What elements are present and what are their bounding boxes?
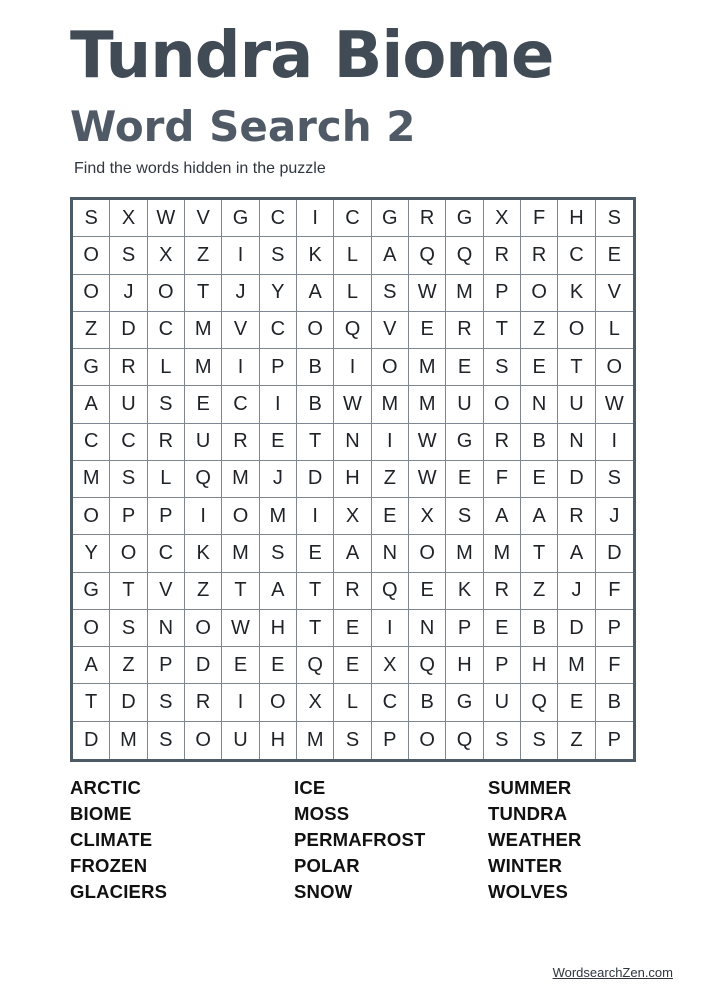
grid-cell[interactable]: M — [185, 349, 222, 386]
grid-cell[interactable]: B — [297, 386, 334, 423]
grid-cell[interactable]: L — [334, 237, 371, 274]
grid-cell[interactable]: A — [372, 237, 409, 274]
instructions-text: Find the words hidden in the puzzle — [74, 160, 326, 177]
grid-cell[interactable]: M — [185, 312, 222, 349]
grid-cell[interactable]: R — [409, 200, 446, 237]
page-subtitle: Word Search 2 — [70, 102, 416, 151]
grid-cell[interactable]: T — [297, 610, 334, 647]
grid-cell[interactable]: O — [596, 349, 633, 386]
grid-cell[interactable]: M — [222, 461, 259, 498]
grid-cell[interactable]: D — [110, 684, 147, 721]
grid-cell[interactable]: W — [409, 424, 446, 461]
grid-cell[interactable]: X — [372, 647, 409, 684]
grid-cell[interactable]: J — [558, 573, 595, 610]
word-item: SUMMER — [488, 777, 572, 798]
grid-cell[interactable]: T — [110, 573, 147, 610]
grid-cell[interactable]: J — [260, 461, 297, 498]
grid-cell[interactable]: F — [596, 647, 633, 684]
grid-cell[interactable]: A — [484, 498, 521, 535]
grid-cell[interactable]: O — [73, 498, 110, 535]
grid-cell[interactable]: X — [297, 684, 334, 721]
grid-cell[interactable]: P — [110, 498, 147, 535]
grid-cell[interactable]: P — [484, 275, 521, 312]
grid-cell[interactable]: S — [148, 386, 185, 423]
grid-cell[interactable]: L — [148, 461, 185, 498]
grid-cell[interactable]: T — [484, 312, 521, 349]
grid-cell[interactable]: G — [446, 684, 483, 721]
word-item: FROZEN — [70, 855, 148, 876]
grid-cell[interactable]: S — [521, 722, 558, 759]
grid-cell[interactable]: Y — [260, 275, 297, 312]
grid-cell[interactable]: A — [73, 647, 110, 684]
grid-cell[interactable]: G — [73, 573, 110, 610]
grid-cell[interactable]: O — [484, 386, 521, 423]
grid-cell[interactable]: M — [558, 647, 595, 684]
grid-cell[interactable]: T — [521, 535, 558, 572]
grid-cell[interactable]: R — [446, 312, 483, 349]
grid-cell[interactable]: G — [73, 349, 110, 386]
grid-cell[interactable]: C — [148, 312, 185, 349]
word-item: TUNDRA — [488, 803, 568, 824]
grid-cell[interactable]: R — [484, 573, 521, 610]
grid-cell[interactable]: Z — [372, 461, 409, 498]
grid-cell[interactable]: Q — [446, 722, 483, 759]
grid-cell[interactable]: T — [73, 684, 110, 721]
grid-cell[interactable]: O — [260, 684, 297, 721]
grid-cell[interactable]: N — [372, 535, 409, 572]
grid-cell[interactable]: M — [446, 535, 483, 572]
grid-cell[interactable]: O — [185, 722, 222, 759]
grid-cell[interactable]: P — [148, 498, 185, 535]
grid-cell[interactable]: O — [73, 610, 110, 647]
grid-cell[interactable]: E — [260, 647, 297, 684]
grid-cell[interactable]: P — [484, 647, 521, 684]
grid-cell[interactable]: W — [409, 275, 446, 312]
grid-cell[interactable]: A — [260, 573, 297, 610]
grid-cell[interactable]: U — [185, 424, 222, 461]
grid-cell[interactable]: E — [521, 461, 558, 498]
grid-cell[interactable]: X — [484, 200, 521, 237]
grid-cell[interactable]: Z — [521, 312, 558, 349]
grid-cell[interactable]: P — [372, 722, 409, 759]
grid-cell[interactable]: O — [148, 275, 185, 312]
grid-cell[interactable]: S — [596, 200, 633, 237]
word-item: POLAR — [294, 855, 360, 876]
grid-cell[interactable]: R — [558, 498, 595, 535]
grid-cell[interactable]: N — [148, 610, 185, 647]
grid-cell[interactable]: D — [73, 722, 110, 759]
grid-cell[interactable]: I — [222, 684, 259, 721]
grid-cell[interactable]: E — [409, 573, 446, 610]
grid-cell[interactable]: O — [409, 535, 446, 572]
grid-cell[interactable]: N — [409, 610, 446, 647]
grid-cell[interactable]: M — [409, 349, 446, 386]
grid-cell[interactable]: Q — [334, 312, 371, 349]
grid-cell[interactable]: V — [148, 573, 185, 610]
grid-cell[interactable]: A — [73, 386, 110, 423]
grid-cell[interactable]: O — [409, 722, 446, 759]
grid-cell[interactable]: Q — [297, 647, 334, 684]
grid-cell[interactable]: K — [297, 237, 334, 274]
grid-cell[interactable]: C — [260, 312, 297, 349]
grid-cell[interactable]: D — [558, 461, 595, 498]
grid-cell[interactable]: E — [297, 535, 334, 572]
grid-cell[interactable]: B — [409, 684, 446, 721]
grid-cell[interactable]: T — [297, 573, 334, 610]
grid-cell[interactable]: K — [446, 573, 483, 610]
grid-cell[interactable]: E — [222, 647, 259, 684]
grid-cell[interactable]: M — [409, 386, 446, 423]
grid-cell[interactable]: T — [297, 424, 334, 461]
grid-cell[interactable]: G — [372, 200, 409, 237]
grid-cell[interactable]: E — [260, 424, 297, 461]
grid-cell[interactable]: M — [297, 722, 334, 759]
grid-cell[interactable]: M — [260, 498, 297, 535]
grid-cell[interactable]: C — [558, 237, 595, 274]
grid-cell[interactable]: T — [222, 573, 259, 610]
grid-cell[interactable]: R — [148, 424, 185, 461]
grid-cell[interactable]: H — [558, 200, 595, 237]
grid-cell[interactable]: W — [222, 610, 259, 647]
word-item: PERMAFROST — [294, 829, 426, 850]
grid-cell[interactable]: I — [297, 498, 334, 535]
grid-cell[interactable]: L — [334, 684, 371, 721]
grid-cell[interactable]: C — [260, 200, 297, 237]
grid-cell[interactable]: Q — [409, 237, 446, 274]
grid-cell[interactable]: C — [73, 424, 110, 461]
grid-cell[interactable]: N — [334, 424, 371, 461]
grid-cell[interactable]: W — [596, 386, 633, 423]
grid-cell[interactable]: H — [446, 647, 483, 684]
grid-cell[interactable]: E — [334, 610, 371, 647]
grid-cell[interactable]: I — [372, 610, 409, 647]
word-list-column-2 — [294, 776, 426, 906]
grid-cell[interactable]: C — [148, 535, 185, 572]
word-item: WEATHER — [488, 829, 582, 850]
grid-cell[interactable]: M — [484, 535, 521, 572]
grid-cell[interactable]: Q — [185, 461, 222, 498]
grid-cell[interactable]: E — [334, 647, 371, 684]
grid-cell[interactable]: P — [148, 647, 185, 684]
grid-cell[interactable]: I — [222, 237, 259, 274]
grid-cell[interactable]: U — [110, 386, 147, 423]
grid-cell[interactable]: U — [558, 386, 595, 423]
grid-cell[interactable]: E — [185, 386, 222, 423]
grid-cell[interactable]: X — [409, 498, 446, 535]
grid-cell[interactable]: J — [596, 498, 633, 535]
grid-cell[interactable]: O — [558, 312, 595, 349]
grid-cell[interactable]: S — [596, 461, 633, 498]
grid-cell[interactable]: Z — [185, 237, 222, 274]
grid-cell[interactable]: J — [222, 275, 259, 312]
grid-cell[interactable]: E — [558, 684, 595, 721]
grid-cell[interactable]: S — [260, 535, 297, 572]
grid-cell[interactable]: H — [260, 722, 297, 759]
grid-cell[interactable]: G — [222, 200, 259, 237]
grid-cell[interactable]: P — [607, 728, 621, 751]
grid-cell[interactable]: S — [372, 275, 409, 312]
grid-cell[interactable]: H — [521, 647, 558, 684]
grid-cell[interactable]: S — [73, 200, 110, 237]
grid-cell[interactable]: O — [521, 275, 558, 312]
grid-cell[interactable]: O — [372, 349, 409, 386]
grid-cell[interactable]: R — [484, 237, 521, 274]
grid-cell[interactable]: M — [372, 386, 409, 423]
grid-cell[interactable]: A — [521, 498, 558, 535]
grid-cell[interactable]: O — [73, 275, 110, 312]
grid-cell[interactable]: W — [409, 461, 446, 498]
grid-cell[interactable]: E — [446, 461, 483, 498]
word-item: GLACIERS — [70, 881, 168, 902]
grid-cell[interactable]: B — [596, 684, 633, 721]
grid-cell[interactable]: S — [110, 610, 147, 647]
grid-cell[interactable]: V — [222, 312, 259, 349]
grid-cell[interactable]: X — [334, 498, 371, 535]
grid-cell[interactable]: N — [558, 424, 595, 461]
grid-cell[interactable]: D — [558, 610, 595, 647]
grid-cell[interactable]: W — [334, 386, 371, 423]
grid-cell[interactable]: G — [446, 424, 483, 461]
word-item: SNOW — [294, 881, 353, 902]
grid-cell[interactable]: I — [185, 498, 222, 535]
grid-cell[interactable]: F — [484, 461, 521, 498]
grid-cell[interactable]: U — [484, 684, 521, 721]
grid-cell[interactable]: G — [446, 200, 483, 237]
grid-cell[interactable]: O — [110, 535, 147, 572]
grid-cell[interactable]: J — [110, 275, 147, 312]
grid-cell[interactable]: Q — [521, 684, 558, 721]
grid-cell[interactable]: B — [521, 610, 558, 647]
grid-cell[interactable]: F — [521, 200, 558, 237]
grid-cell[interactable]: I — [596, 424, 633, 461]
grid-cell[interactable]: E — [372, 498, 409, 535]
grid-cell[interactable]: I — [297, 200, 334, 237]
grid-cell[interactable]: X — [148, 237, 185, 274]
grid-cell[interactable]: X — [110, 200, 147, 237]
grid-cell[interactable]: E — [409, 312, 446, 349]
grid-cell[interactable]: Z — [110, 647, 147, 684]
grid-cell[interactable]: O — [297, 312, 334, 349]
grid-cell[interactable]: L — [148, 349, 185, 386]
grid-cell[interactable]: E — [596, 237, 633, 274]
grid-cell[interactable]: I — [372, 424, 409, 461]
footer-site-link[interactable]: WordsearchZen.com — [552, 965, 673, 980]
word-item: MOSS — [294, 803, 350, 824]
grid-cell[interactable]: D — [297, 461, 334, 498]
grid-cell[interactable]: N — [521, 386, 558, 423]
word-item: BIOME — [70, 803, 132, 824]
word-item: ICE — [294, 777, 326, 798]
grid-cell[interactable]: P — [596, 610, 633, 647]
grid-cell[interactable]: H — [260, 610, 297, 647]
puzzle-grid-frame — [70, 197, 636, 762]
grid-cell[interactable]: C — [372, 684, 409, 721]
grid-cell[interactable]: K — [185, 535, 222, 572]
grid-cell[interactable]: S — [110, 237, 147, 274]
grid-cell[interactable]: V — [372, 312, 409, 349]
puzzle-grid — [73, 200, 633, 759]
word-item: CLIMATE — [70, 829, 153, 850]
grid-cell[interactable]: S — [484, 722, 521, 759]
grid-cell[interactable]: R — [484, 424, 521, 461]
grid-cell[interactable]: O — [73, 237, 110, 274]
grid-cell[interactable]: A — [558, 535, 595, 572]
page-title: Tundra Biome — [70, 19, 554, 93]
word-item: WINTER — [488, 855, 563, 876]
grid-cell[interactable]: C — [110, 424, 147, 461]
grid-cell[interactable]: L — [596, 312, 633, 349]
word-item: WOLVES — [488, 881, 568, 902]
grid-cell[interactable]: V — [185, 200, 222, 237]
grid-cell[interactable]: Q — [446, 237, 483, 274]
grid-cell[interactable]: Z — [185, 573, 222, 610]
grid-cell[interactable]: H — [334, 461, 371, 498]
grid-cell[interactable]: B — [297, 349, 334, 386]
grid-cell[interactable]: W — [148, 200, 185, 237]
grid-cell[interactable]: M — [110, 722, 147, 759]
grid-cell[interactable]: Z — [73, 312, 110, 349]
grid-cell[interactable]: I — [222, 349, 259, 386]
grid-cell[interactable]: E — [446, 349, 483, 386]
grid-cell[interactable]: O — [185, 610, 222, 647]
grid-cell[interactable]: C — [334, 200, 371, 237]
grid-cell[interactable]: S — [446, 498, 483, 535]
grid-cell[interactable]: E — [484, 610, 521, 647]
grid-cell[interactable]: C — [222, 386, 259, 423]
grid-cell[interactable]: P — [260, 349, 297, 386]
grid-cell[interactable]: F — [596, 573, 633, 610]
grid-cell[interactable]: I — [334, 349, 371, 386]
grid-cell[interactable]: R — [334, 573, 371, 610]
grid-cell[interactable]: M — [446, 275, 483, 312]
grid-cell[interactable]: Z — [558, 722, 595, 759]
grid-cell[interactable]: U — [222, 722, 259, 759]
grid-cell[interactable]: S — [148, 722, 185, 759]
grid-cell[interactable]: Q — [409, 647, 446, 684]
grid-cell[interactable]: S — [148, 684, 185, 721]
grid-cell[interactable]: S — [110, 461, 147, 498]
grid-cell[interactable]: R — [110, 349, 147, 386]
word-list-column-3 — [488, 776, 582, 906]
grid-cell[interactable]: Y — [73, 535, 110, 572]
grid-cell[interactable]: M — [222, 535, 259, 572]
grid-cell[interactable]: I — [260, 386, 297, 423]
word-list-column-1 — [70, 776, 167, 906]
grid-cell[interactable]: B — [521, 424, 558, 461]
grid-cell[interactable]: Z — [521, 573, 558, 610]
word-item: ARCTIC — [70, 777, 142, 798]
grid-cell[interactable]: V — [596, 275, 633, 312]
grid-cell[interactable]: E — [521, 349, 558, 386]
grid-cell[interactable]: M — [73, 461, 110, 498]
grid-cell[interactable]: O — [222, 498, 259, 535]
grid-cell[interactable]: R — [222, 424, 259, 461]
grid-cell[interactable]: D — [185, 647, 222, 684]
grid-cell[interactable]: K — [558, 275, 595, 312]
grid-cell[interactable]: S — [260, 237, 297, 274]
word-list — [0, 776, 707, 906]
grid-cell[interactable]: D — [110, 312, 147, 349]
grid-cell[interactable]: R — [521, 237, 558, 274]
grid-cell[interactable]: S — [484, 349, 521, 386]
grid-cell[interactable]: A — [297, 275, 334, 312]
grid-cell[interactable]: L — [334, 275, 371, 312]
grid-cell[interactable]: Q — [372, 573, 409, 610]
grid-cell[interactable]: T — [558, 349, 595, 386]
grid-cell[interactable]: U — [446, 386, 483, 423]
grid-cell[interactable]: D — [596, 535, 633, 572]
grid-cell[interactable]: S — [334, 722, 371, 759]
grid-cell[interactable]: R — [185, 684, 222, 721]
grid-cell[interactable]: A — [334, 535, 371, 572]
grid-cell[interactable]: T — [185, 275, 222, 312]
grid-cell[interactable]: P — [446, 610, 483, 647]
